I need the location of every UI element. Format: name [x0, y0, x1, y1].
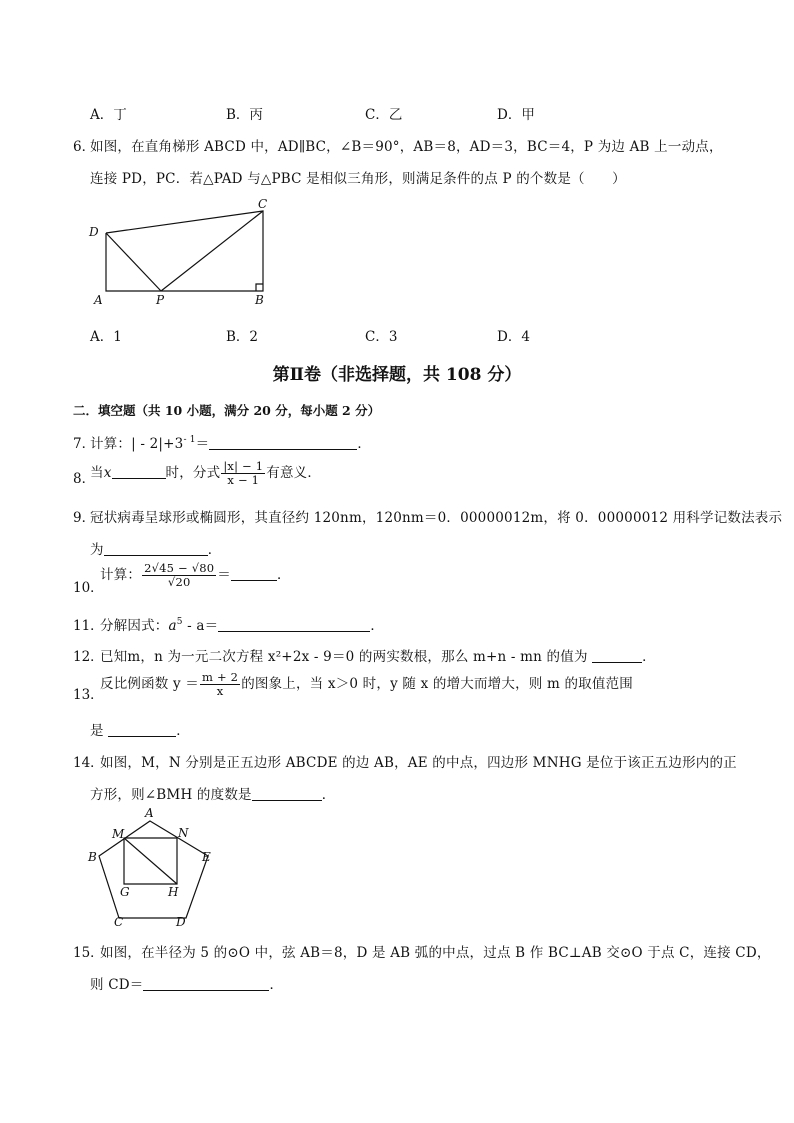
- q7-eq: ＝: [195, 436, 210, 452]
- q7-answer-blank[interactable]: [209, 435, 357, 450]
- q13-line2-end: ．: [176, 723, 190, 739]
- q9-text-line1: 冠状病毒呈球形或椭圆形，其直径约 120nm，120nm＝0．00000012m，将 0．00000012 用科学记数法表示: [90, 510, 783, 526]
- q11-end: ．: [370, 618, 385, 634]
- q14-label-m: M: [112, 827, 125, 841]
- q8-text: [90, 460, 321, 487]
- q5-option-d: D．甲: [497, 107, 535, 123]
- q8-fraction: [221, 460, 265, 487]
- q6-label-d: D: [89, 225, 99, 239]
- q14-label-d: D: [176, 915, 186, 929]
- section2-heading: 二．填空题（共 10 小题，满分 20 分，每小题 2 分）: [73, 403, 381, 418]
- q14-line2-pre: 方形，则∠BMH 的度数是: [90, 787, 252, 803]
- q14-label-b: B: [88, 850, 97, 864]
- q10-frac-denominator: √20: [167, 575, 191, 589]
- q14-label-c: C: [114, 915, 124, 929]
- q12-end: ．: [642, 649, 656, 665]
- q13-number: 13．: [73, 687, 104, 703]
- q12-answer-blank[interactable]: [592, 648, 642, 663]
- q9-number: 9．: [73, 510, 96, 526]
- q11-number: 11．: [73, 618, 104, 634]
- q10-text: [100, 562, 291, 589]
- q8-number: 8．: [73, 471, 96, 487]
- q13-answer-blank[interactable]: [108, 722, 176, 737]
- q9-answer-blank[interactable]: [104, 541, 208, 556]
- q6-label-c: C: [258, 197, 268, 211]
- q5-option-c: C．乙: [365, 107, 403, 123]
- q15-text-line2: [90, 973, 283, 993]
- q6-option-d: D．4: [497, 329, 530, 345]
- q11-answer-blank[interactable]: [218, 617, 370, 632]
- q10-number: 10．: [73, 580, 104, 596]
- q8-answer-blank[interactable]: [112, 464, 166, 479]
- q8-frac-numerator: |x| − 1: [223, 459, 264, 473]
- q7-number: 7．: [73, 436, 96, 452]
- q10-pre: 计算：: [100, 567, 142, 583]
- q6-label-a: A: [94, 293, 103, 307]
- q14-pentagon-figure: [84, 804, 224, 930]
- q6-text-line2: 连接 PD，PC．若△PAD 与△PBC 是相似三角形，则满足条件的点 P 的个数是（ ）: [90, 171, 626, 187]
- q8-mid: 时，分式: [165, 465, 221, 481]
- q10-fraction: [142, 562, 216, 589]
- q6-label-p: P: [156, 293, 165, 307]
- q14-text-line1: 如图，M，N 分别是正五边形 ABCDE 的边 AB，AE 的中点，四边形 MNHG 是位于该正五边形内的正: [100, 755, 737, 771]
- q9-text-line2: [90, 538, 221, 558]
- q13-frac-numerator: m + 2: [202, 670, 239, 684]
- q11-exponent: 5: [176, 617, 183, 627]
- q15-line2-pre: 则 CD＝: [90, 977, 144, 993]
- q6-number: 6．: [73, 139, 96, 155]
- q11-expr-b: - a＝: [182, 618, 219, 634]
- q14-label-e: E: [202, 850, 211, 864]
- q14-label-g: G: [120, 885, 130, 899]
- q5-option-b: B．丙: [226, 107, 263, 123]
- q6-trapezoid-figure: [84, 196, 284, 311]
- q14-text-line2: [90, 783, 335, 803]
- q15-answer-blank[interactable]: [143, 976, 269, 991]
- q9-line2-pre: 为: [90, 542, 104, 558]
- q9-line2-end: ．: [207, 542, 222, 558]
- q14-answer-blank[interactable]: [252, 786, 322, 801]
- q12-number: 12．: [73, 649, 104, 665]
- q14-label-n: N: [178, 826, 189, 840]
- q6-option-b: B．2: [226, 329, 259, 345]
- q13-frac-denominator: x: [216, 684, 224, 698]
- q13-pre: 反比例函数 y ＝: [100, 676, 200, 692]
- q6-label-b: B: [255, 293, 264, 307]
- q5-option-a: A．丁: [90, 107, 127, 123]
- q13-text-line1: [100, 671, 633, 698]
- q8-var: x: [103, 465, 112, 481]
- q10-end: ．: [277, 567, 291, 583]
- q7-text: [90, 432, 371, 452]
- q8-post: 有意义．: [266, 465, 322, 481]
- q8-pre: 当: [90, 465, 104, 481]
- q7-pre: 计算：| - 2|+3: [90, 436, 184, 452]
- q11-expr-a: a: [168, 618, 177, 634]
- q14-line2-end: ．: [321, 787, 336, 803]
- q14-label-a: A: [145, 806, 154, 820]
- q6-option-a: A．1: [90, 329, 122, 345]
- part2-title: 第Ⅱ卷（非选择题，共 108 分）: [272, 365, 522, 385]
- q11-text: [100, 614, 384, 634]
- q13-post: 的图象上，当 x＞0 时，y 随 x 的增大而增大，则 m 的取值范围: [241, 676, 633, 692]
- q7-exponent: - 1: [183, 435, 196, 445]
- q14-number: 14．: [73, 755, 104, 771]
- q6-option-c: C．3: [365, 329, 398, 345]
- q15-text-line1: 如图，在半径为 5 的⊙O 中，弦 AB＝8，D 是 AB 弧的中点，过点 B 作 BC⊥AB 交⊙O 于点 C，连接 CD，: [100, 945, 771, 961]
- q15-line2-end: ．: [269, 977, 284, 993]
- q13-text-line2: [90, 719, 190, 739]
- q15-number: 15．: [73, 945, 104, 961]
- q13-fraction: [200, 671, 240, 698]
- q6-text-line1: 如图，在直角梯形 ABCD 中，AD∥BC，∠B＝90°，AB＝8，AD＝3，BC＝4，P 为边 AB 上一动点，: [90, 139, 723, 155]
- q14-label-h: H: [168, 885, 179, 899]
- q8-frac-denominator: x − 1: [227, 473, 260, 487]
- q10-answer-blank[interactable]: [231, 566, 277, 581]
- q10-eq: ＝: [217, 567, 231, 583]
- q13-line2-pre: 是: [90, 723, 104, 739]
- q7-end: ．: [357, 436, 372, 452]
- q10-frac-numerator: 2√45 − √80: [144, 561, 215, 575]
- q12-body: 已知m，n 为一元二次方程 x²+2x - 9＝0 的两实数根，那么 m+n - mn 的值为: [100, 649, 588, 665]
- q12-text: [100, 645, 656, 665]
- q11-pre: 分解因式：: [100, 618, 169, 634]
